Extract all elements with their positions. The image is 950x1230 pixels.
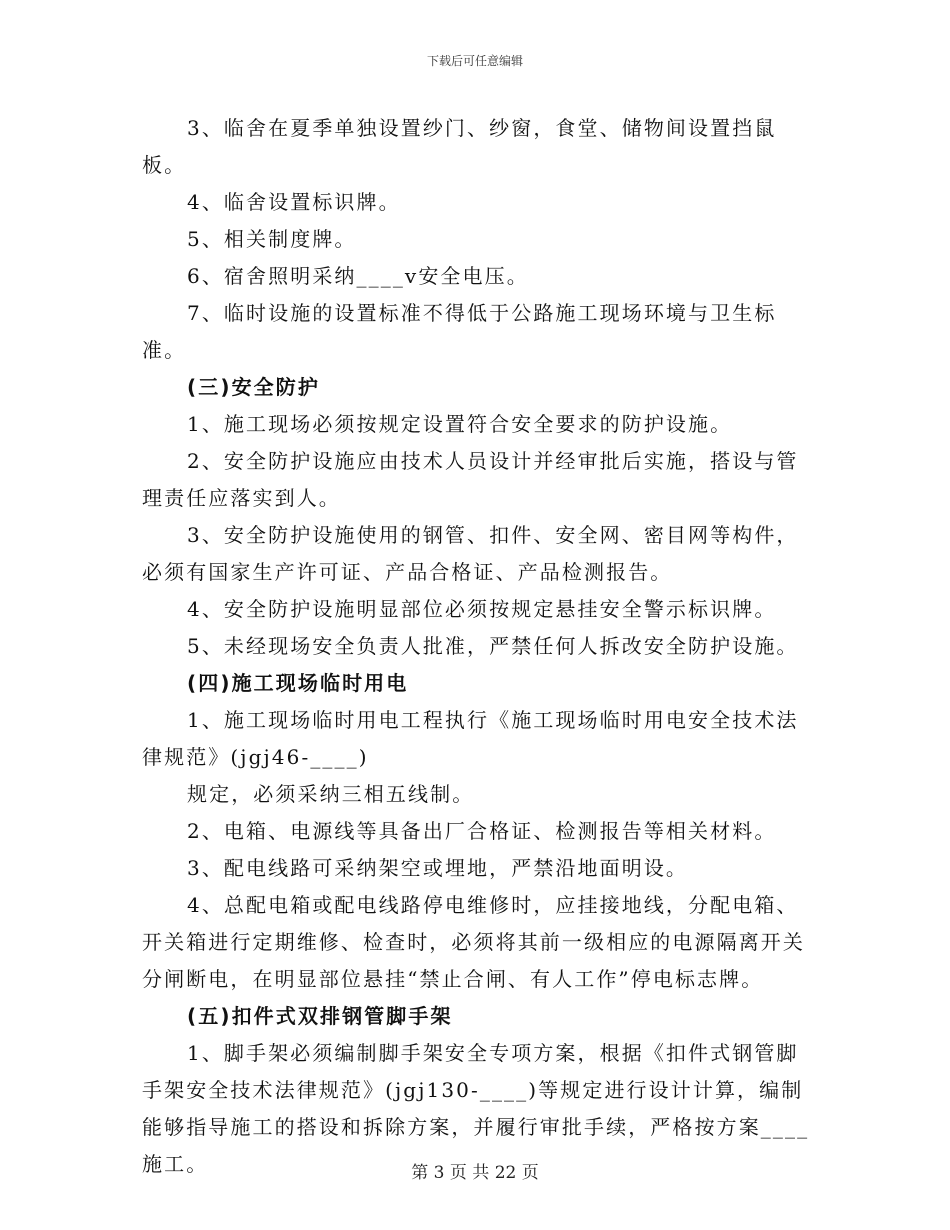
page-header: 下载后可任意编辑 [426,54,523,68]
paragraph-item-4: 4、临舍设置标识牌。 [187,190,401,214]
paragraph-protection-3: 3、安全防护设施使用的钢管、扣件、安全网、密目网等构件，必须有国家生产许可证、产品合格证、产品检测报告。 [142,523,799,584]
page-footer: 第 3 页 共 22 页 [411,1163,539,1183]
section-heading-temporary-electricity: (四)施工现场临时用电 [187,671,409,695]
paragraph-electricity-1-continued: 规定，必须采纳三相五线制。 [187,782,475,806]
paragraph-protection-2: 2、安全防护设施应由技术人员设计并经审批后实施，搭设与管理责任应落实到人。 [142,449,799,510]
paragraph-protection-1: 1、施工现场必须按规定设置符合安全要求的防护设施。 [187,412,733,436]
section-heading-scaffolding: (五)扣件式双排钢管脚手架 [187,1004,453,1028]
paragraph-item-6: 6、宿舍照明采纳____v安全电压。 [187,264,529,288]
paragraph-electricity-3: 3、配电线路可采纳架空或埋地，严禁沿地面明设。 [187,856,689,880]
document-body [142,110,812,1183]
paragraph-item-3: 3、临舍在夏季单独设置纱门、纱窗，食堂、储物间设置挡鼠板。 [142,116,777,177]
paragraph-protection-5: 5、未经现场安全负责人批准，严禁任何人拆改安全防护设施。 [187,634,799,658]
paragraph-electricity-2: 2、电箱、电源线等具备出厂合格证、检测报告等相关材料。 [187,819,777,843]
paragraph-electricity-4: 4、总配电箱或配电线路停电维修时，应挂接地线，分配电箱、开关箱进行定期维修、检查时，必须将其前一级相应的电源隔离开关分闸断电，在明显部位悬挂“禁止合闸、有人工作”停电标志牌。 [142,893,805,991]
paragraph-protection-4: 4、安全防护设施明显部位必须按规定悬挂安全警示标识牌。 [187,597,777,621]
paragraph-item-7: 7、临时设施的设置标准不得低于公路施工现场环境与卫生标准。 [142,301,777,362]
paragraph-electricity-1: 1、施工现场临时用电工程执行《施工现场临时用电安全技术法律规范》(jgj46-____) [142,708,799,769]
section-heading-safety-protection: (三)安全防护 [187,375,320,399]
paragraph-item-5: 5、相关制度牌。 [187,227,357,251]
paragraph-scaffolding-1: 1、脚手架必须编制脚手架安全专项方案，根据《扣件式钢管脚手架安全技术法律规范》(jgj130-____)等规定进行设计计算，编制能够指导施工的搭设和拆除方案，并履行审批手续，严格按方案____施工。 [142,1041,810,1176]
